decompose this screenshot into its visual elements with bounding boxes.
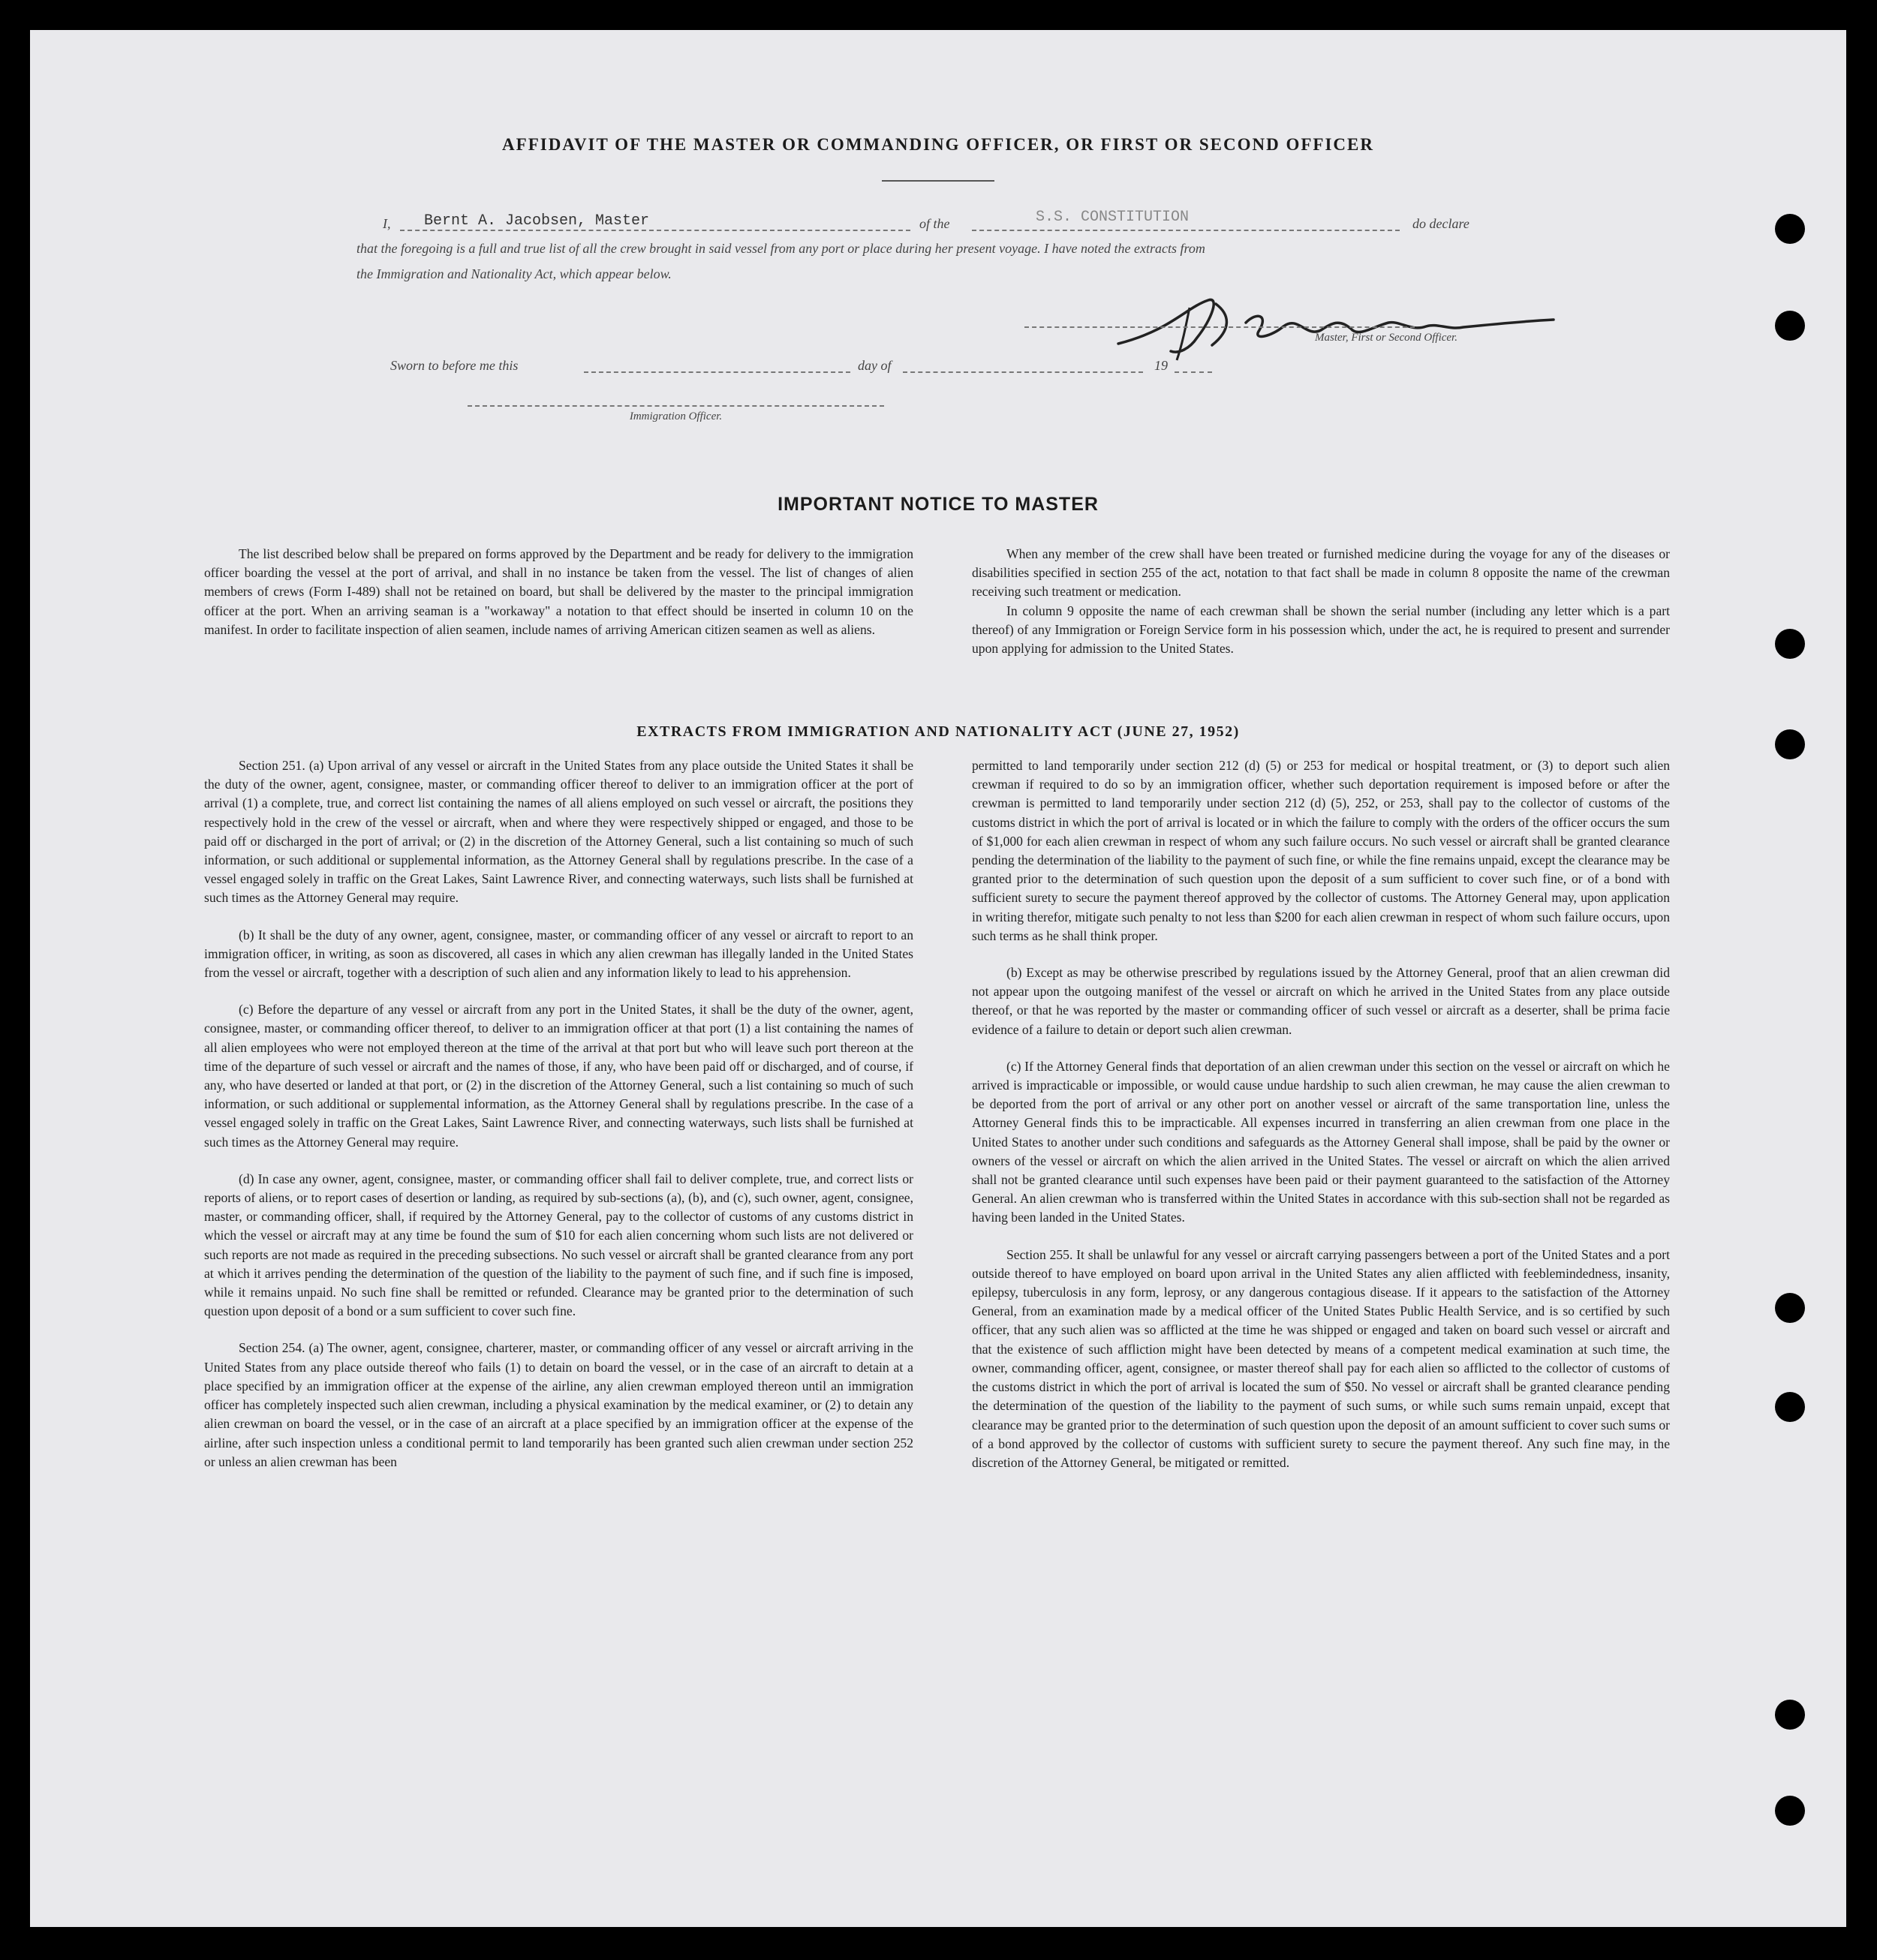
vessel-name: S.S. CONSTITUTION [1036, 209, 1190, 226]
of-the-label: of the [919, 216, 950, 231]
year-label: 19 [1154, 358, 1168, 373]
extract-paragraph: Section 255. It shall be unlawful for any vessel or aircraft carrying passengers between a port of the United States and a port outside thereof to have employed on board upon arrival in the United States any alien afflicted with feeblemindedness, insanity, epilepsy, tuberculosis in any form, leprosy, or any dangerous contagious disease. If it appears to the satisfaction of the Attorney General, from an examination made by a medical officer of the United States Public Health Service, and is so certified by such officer, that any such alien was so afflicted at the time he was shipped or engaged and taken on board such vessel or aircraft and that the existence of such affliction might have been detected by means of a competent medical examination at such time, the owner, commanding officer, agent, consignee, or master thereof shall pay for each alien so afflicted to the collector of customs of the customs district in which the port of arrival is located the sum of $50. No vessel or aircraft shall be granted clearance pending the determination of the question of the liability to the payment of such sums, or while such sums remain unpaid, except that clearance may be granted prior to the determination of such question upon the deposit of an amount sufficient to cover such sums or of a bond approved by the collector of customs with sufficient surety to secure the payment thereof. Any such fine may, in the discretion of the Attorney General, be mitigated or remitted. [972, 1246, 1670, 1470]
do-declare-label: do declare [1412, 216, 1469, 231]
name-line [400, 230, 910, 231]
punch-hole [1775, 1293, 1805, 1323]
officer-signature-line [468, 405, 884, 407]
notice-title: IMPORTANT NOTICE TO MASTER [778, 494, 1099, 515]
extracts-left-column [204, 756, 913, 1490]
extracts-title: EXTRACTS FROM IMMIGRATION AND NATIONALITY ACT (JUNE 27, 1952) [636, 723, 1240, 740]
extract-paragraph: Section 254. (a) The owner, agent, consignee, charterer, master, or commanding officer of any vessel or aircraft arriving in the United States from any place outside thereof who fails (1) to detain on board the vessel, or in the case of an aircraft to detain at a place specified by an immigration officer at the expense of the airline, any alien crewman employed thereon until an immigration officer has completely inspected such alien crewman, including a physical examination by the medical examiner, or (2) to detain any alien crewman on board the vessel, or in the case of an aircraft at a place specified by an immigration officer at the expense of the airline, after such inspection unless a conditional permit to land temporarily has been granted such alien crewman under section 252 or unless an alien crewman has been [204, 1340, 913, 1469]
extract-paragraph: (c) If the Attorney General finds that deportation of an alien crewman under this section on the vessel or aircraft on which he arrived is impracticable or impossible, or would cause undue hardship to such alien crewman, he may cause the alien crewman to be deported from the port of arrival or any other port on another vessel or aircraft of the same transportation line, unless the Attorney General finds this to be impracticable. All expenses incurred in transferring an alien crewman from one place in the United States to another under such conditions and safeguards as the Attorney General shall impose, shall be paid by the owner or owners of the vessel or aircraft on which the alien arrived in the United States. The vessel or aircraft on which the alien arrived shall not be granted clearance until such expenses have been paid or their payment guaranteed to the satisfaction of the Attorney General. An alien crewman who is transferred within the United States in accordance with this sub-section shall not be regarded as having been landed in the United States. [972, 1058, 1670, 1225]
notice-left-column [204, 545, 913, 657]
punch-hole [1775, 311, 1805, 341]
punch-hole [1775, 629, 1805, 659]
sworn-year-line [1175, 371, 1212, 373]
immigration-officer-label: Immigration Officer. [629, 410, 723, 422]
document-page [30, 30, 1846, 1927]
extract-paragraph: (b) Except as may be otherwise prescribed by regulations issued by the Attorney General, proof that an alien crewman did not appear upon the outgoing manifest of the vessel or aircraft on which he arrived in the United States from any place outside thereof, or that he was reported by the master or commanding officer of such vessel or aircraft as a deserter, shall be prima facie evidence of a failure to detain or deport such alien crewman. [972, 965, 1670, 1037]
notice-left-paragraph: The list described below shall be prepared on forms approved by the Department and be ready for delivery to the immigration officer boarding the vessel at the port of arrival, and shall in no instance be taken from the vessel. The list of changes of alien members of crews (Form I-489) shall not be retained on board, but shall be delivered by the master to the principal immigration officer at the port. When an arriving seaman is a "workaway" a notation to that effect should be inserted in column 10 on the manifest. In order to facilitate inspection of alien seamen, include names of arriving American citizen seamen as well as aliens. [204, 546, 913, 637]
extract-paragraph: (d) In case any owner, agent, consignee, master, or commanding officer shall fail to deliver complete, true, and correct lists or reports of aliens, or to report cases of desertion or landing, as required by sub-sections (a), (b), and (c), such owner, agent, consignee, master, or commanding officer, shall, if required by the Attorney General, pay to the collector of customs of any customs district in which the vessel or aircraft may at any time be found the sum of $10 for each alien concerning whom such lists are not delivered or such reports are not made as required in the preceding subsections. No such vessel or aircraft shall be granted clearance from any port at which it arrives pending the determination of the question of the liability to the payment of such fine, and if such fine is imposed, while it remains unpaid. No such fine shall be remitted or refunded. Clearance may be granted prior to the determination of such question upon deposit of a bond or a sum sufficient to cover such fine. [204, 1171, 913, 1319]
i-label: I, [383, 216, 391, 231]
punch-hole [1775, 214, 1805, 244]
notice-right-paragraph-1: When any member of the crew shall have been treated or furnished medicine during the voyage for any of the diseases or disabilities specified in section 255 of the act, notation to that fact shall be made in column 8 opposite the name of the crewman receiving such treatment or medication. [972, 546, 1670, 600]
extracts-right-column [972, 756, 1670, 1490]
declarant-name: Bernt A. Jacobsen, Master [424, 212, 650, 230]
punch-hole [1775, 1700, 1805, 1730]
sworn-month-line [903, 371, 1143, 373]
declaration-line-2: that the foregoing is a full and true list of all the crew brought in said vessel from any port or place during her present voyage. I have noted the extracts from [356, 241, 1205, 256]
notice-right-column [972, 545, 1670, 676]
punch-hole [1775, 1392, 1805, 1422]
title-underline [882, 180, 994, 182]
extract-paragraph: permitted to land temporarily under section 212 (d) (5) or 253 for medical or hospital treatment, or (3) to deport such alien crewman if required to do so by an immigration officer, whether such deportation requirement is imposed before or after the crewman is permitted to land temporarily under section 212 (d) (5), 252, or 253, shall pay to the collector of customs of the customs district in which the port of arrival is located or in which the failure to comply with the orders of the officer occurs the sum of $1,000 for each alien crewman in respect of whom any such failure occurs. No such vessel or aircraft shall be granted clearance pending the determination of the liability to the payment of such fine, or while the fine remains unpaid, except the clearance may be granted prior to the determination of such question upon the deposit of a sum sufficient to cover such fine, or of a bond with sufficient surety to secure the payment thereof approved by the collector of customs. The Attorney General may, upon application in writing therefor, mitigate such penalty to not less than $200 for each alien crewman in respect of whom such failure occurs, upon such terms as he shall think proper. [972, 758, 1670, 943]
punch-hole [1775, 1796, 1805, 1826]
extract-paragraph: (b) It shall be the duty of any owner, agent, consignee, master, or commanding officer of any vessel or aircraft to report to an immigration officer, in writing, as soon as discovered, all cases in which any alien crewman has illegally landed in the United States from the vessel or aircraft, together with a description of such alien and any information likely to lead to his apprehension. [204, 927, 913, 981]
affidavit-title: AFFIDAVIT OF THE MASTER OR COMMANDING OFFICER, OR FIRST OR SECOND OFFICER [502, 135, 1374, 154]
sworn-label: Sworn to before me this [390, 358, 519, 373]
sworn-day-line [584, 371, 850, 373]
signature-role: Master, First or Second Officer. [1315, 332, 1457, 344]
day-of-label: day of [858, 358, 892, 373]
extract-paragraph: Section 251. (a) Upon arrival of any vessel or aircraft in the United States from any place outside the United States it shall be the duty of the owner, agent, consignee, master, or commanding officer thereof to deliver to an immigration officer at the port of arrival (1) a complete, true, and correct list containing the names of all aliens employed on such vessel or aircraft, the positions they respectively hold in the crew of the vessel or aircraft, when and where they were respectively shipped or engaged, and those to be paid off or discharged in the port of arrival; or (2) in the discretion of the Attorney General, such a list containing so much of such information, or such additional or supplemental information, as the Attorney General shall by regulations prescribe. In the case of a vessel engaged solely in traffic on the Great Lakes, Saint Lawrence River, and connecting waterways, such lists shall be furnished at such times as the Attorney General may require. [204, 758, 913, 906]
vessel-line [972, 230, 1400, 231]
extract-paragraph: (c) Before the departure of any vessel or aircraft from any port in the United States, it shall be the duty of the owner, agent, consignee, master, or commanding officer thereof, to deliver to an immigration officer at that port (1) a list containing the names of all alien employees who were not employed thereon at the time of the arrival at that port but who will leave such port thereon at the time of the departure of such vessel or aircraft and the names of those, if any, who have been paid off or discharged, and of course, if any, who have deserted or landed at that port, or (2) in the discretion of the Attorney General, such a list containing so much of such information, or such additional or supplemental information, as the Attorney General shall by regulations prescribe. In the case of a vessel engaged solely in traffic on the Great Lakes, Saint Lawrence River, and connecting waterways, such lists shall be furnished at such times as the Attorney General may require. [204, 1002, 913, 1150]
notice-right-paragraph-2: In column 9 opposite the name of each crewman shall be shown the serial number (including any letter which is a part thereof) of any Immigration or Foreign Service form in his possession which, under the act, he is required to present and surrender upon applying for admission to the United States. [972, 603, 1670, 657]
declaration-line-3: the Immigration and Nationality Act, which appear below. [356, 266, 672, 281]
signature-line [1024, 326, 1415, 328]
